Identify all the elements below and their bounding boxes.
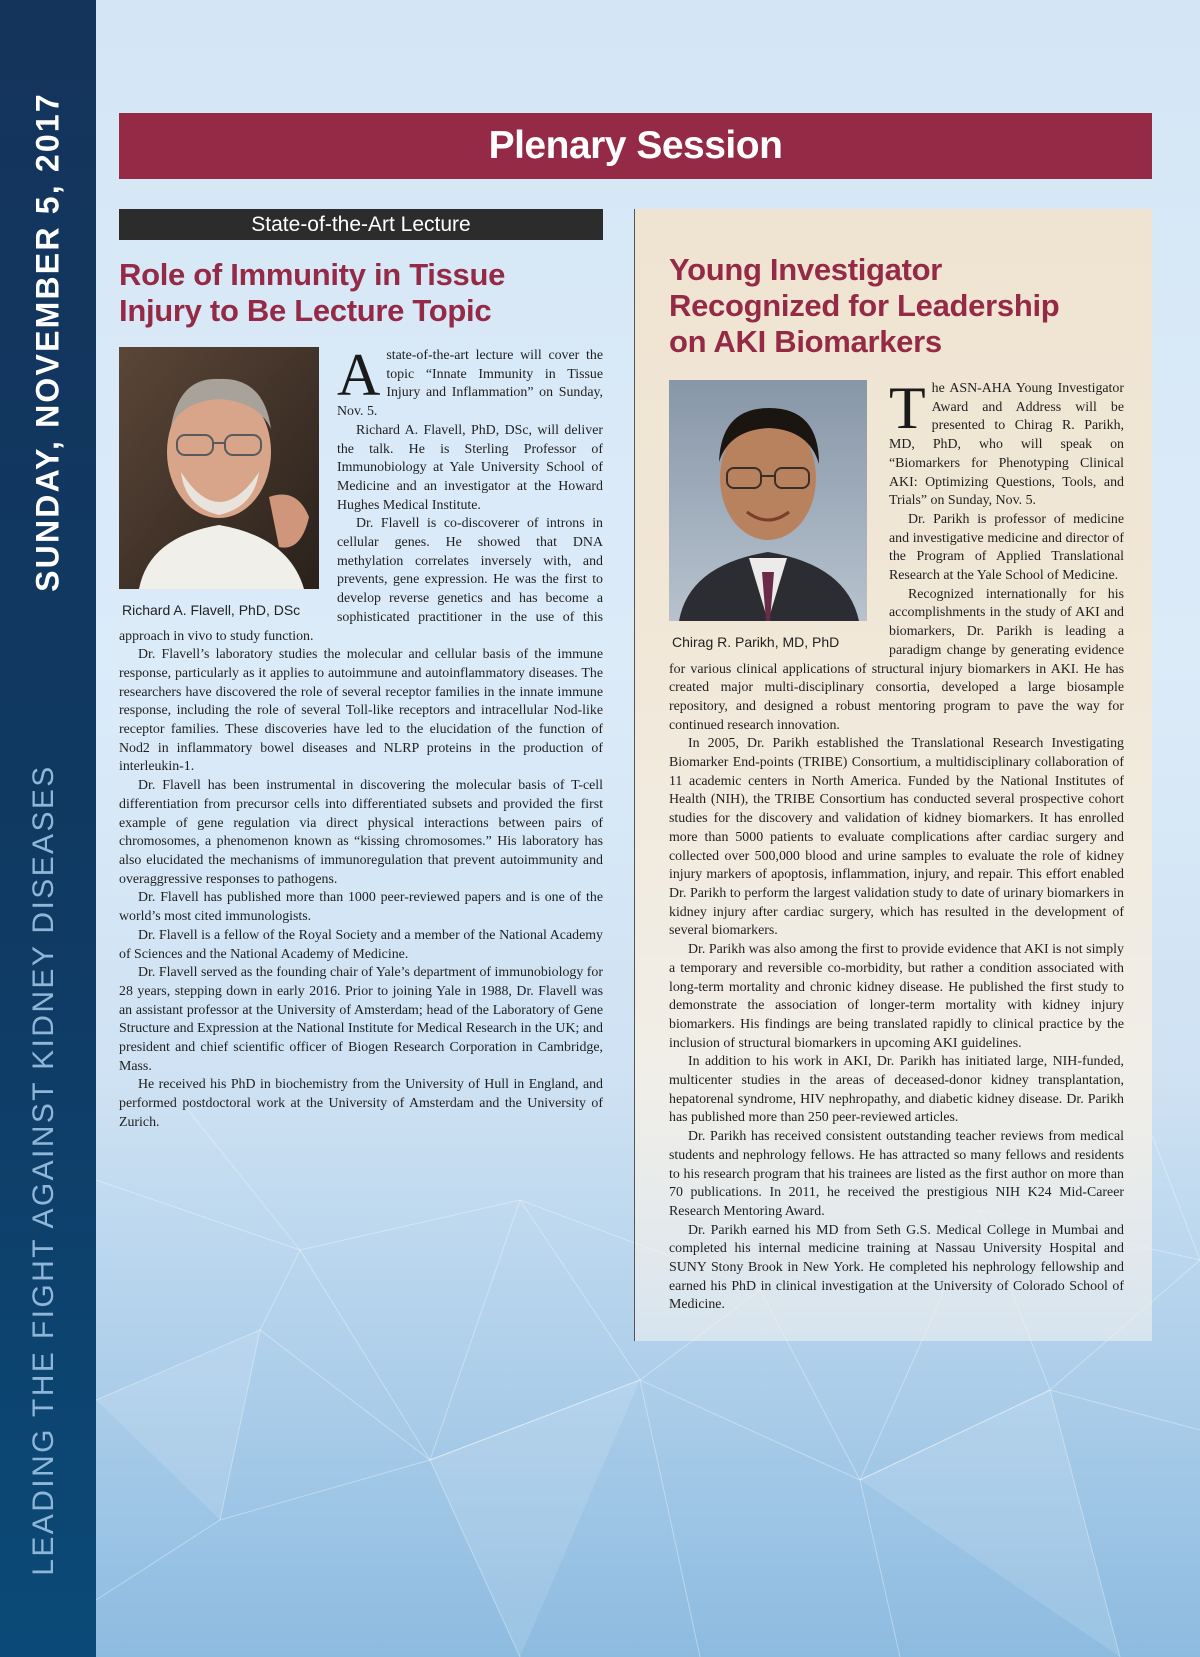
section-banner [119, 113, 1152, 179]
flavell-photo-figure [119, 347, 319, 620]
right-article [669, 252, 1124, 1315]
paragraph-text: he ASN-AHA Young Investigator Award and Address will be presented to Chirag R. Parikh, MD, PhD, who will speak on “Biomarkers for Phenotyping Clinical AKI: Optimizing Questions, Tools, and Trials” on Sunday, Nov. 5. [889, 381, 1124, 509]
headline-line: Young Investigator [669, 252, 943, 287]
headline-line: on AKI Biomarkers [669, 324, 942, 359]
parikh-photo-caption: Chirag R. Parikh, MD, PhD [672, 634, 840, 650]
issue-date: SUNDAY, NOVEMBER 5, 2017 [29, 92, 66, 592]
sub-section-label: State-of-the-Art Lecture [119, 209, 603, 240]
headline-line: Injury to Be Lecture Topic [119, 293, 492, 328]
drop-cap: T [889, 375, 926, 441]
headline-line: Role of Immunity in Tissue [119, 257, 506, 292]
headline-line: Recognized for Leadership [669, 288, 1060, 323]
flavell-photo-caption: Richard A. Flavell, PhD, DSc [122, 602, 301, 618]
publication-tagline: LEADING THE FIGHT AGAINST KIDNEY DISEASES [27, 764, 60, 1576]
paragraph: Dr. Parikh has received consistent outstanding teacher reviews from medical students and nephrology fellows. He has attracted so many fellows and residents to his research program that his trainees are listed as the first author on more than 70 publications. In 2011, he received the prestigious NIH K24 Mid-Career Research Mentoring Award. [669, 1129, 1124, 1219]
column-divider [634, 209, 635, 1341]
paragraph: In addition to his work in AKI, Dr. Parikh has initiated large, NIH-funded, multicenter studies in the areas of deceased-donor kidney transplantation, hepatorenal syndrome, HIV nephropathy, and diabetic kidney disease. Dr. Parikh has published more than 250 peer-reviewed articles. [669, 1054, 1124, 1126]
paragraph: Dr. Parikh is professor of medicine and investigative medicine and director of the Program of Applied Translational Research at the Yale School of Medicine. [889, 511, 1124, 584]
paragraph: Dr. Flavell is co-discoverer of introns in cellular genes. He showed that DNA methylation correlates inversely with, and prevents, gene expression. He was the first to develop reverse genetics and has become a sophisticated practitioner in the use of this approach in vivo to study function. [119, 516, 603, 644]
paragraph: Dr. Parikh earned his MD from Seth G.S. Medical College in Mumbai and completed his internal medicine training at Nassau University Hospital and SUNY Stony Brook in New York. He completed his nephrology fellowship and earned his PhD in clinical investigation at the University of Colorado School of Medicine. [669, 1222, 1124, 1313]
paragraph: In 2005, Dr. Parikh established the Translational Research Investigating Biomarker End-points (TRIBE) Consortium, a multidisciplinary collaboration of 11 academic centers in North America. Funded by the National Institutes of Health (NIH), the TRIBE Consortium has conducted several prospective cohort studies for the discovery and validation of kidney biomarkers. It has enrolled more than 5000 patients to evaluate complications after cardiac surgery and collected over 500,000 blood and urine samples to evaluate the role of kidney injury markers of apoptosis, inflammation, injury, and repair. This effort enabled Dr. Parikh to perform the largest validation study to date of urinary biomarkers in kidney injury after cardiac surgery, which has resulted in the development of several biomarkers. [669, 736, 1124, 939]
paragraph: Dr. Flavell’s laboratory studies the molecular and cellular basis of the immune response, particularly as it applies to autoimmune and autoinflammatory diseases. The researchers have discovered the role of several receptor families in the innate immune response, including the role of several Toll-like receptors and intracellular Nod-like receptor families. These discoveries have led to the elucidation of the function of Nod2 in inflammatory bowel diseases and NLRP proteins in the production of interleukin-1. [119, 647, 603, 775]
flavell-photo [119, 347, 319, 589]
paragraph: Dr. Flavell served as the founding chair of Yale’s department of immunobiology for 28 years, stepping down in early 2016. Prior to joining Yale in 1988, Dr. Flavell was an assistant professor at the University of Amsterdam; head of the Laboratory of Gene Structure and Expression at the National Institute for Medical Research in the UK; and president and chief scientific officer of Biogen Research Corporation in Cambridge, Mass. [119, 965, 603, 1074]
paragraph: Richard A. Flavell, PhD, DSc, will deliver the talk. He is Sterling Professor of Immunobiology at Yale University School of Medicine and an investigator at the Howard Hughes Medical Institute. [337, 422, 603, 513]
paragraph: Dr. Flavell is a fellow of the Royal Society and a member of the National Academy of Sciences and the National Academy of Medicine. [119, 927, 603, 962]
section-title: Plenary Session [488, 124, 783, 167]
left-article-body [119, 342, 603, 1133]
sidebar [0, 0, 96, 1657]
right-article-body [669, 375, 1124, 1315]
drop-cap: A [337, 342, 381, 408]
right-article-headline [669, 252, 1124, 360]
paragraph: Dr. Parikh was also among the first to provide evidence that AKI is not simply a temporary and reversible co-morbidity, but rather a condition associated with long-term mortality and chronic kidney disease. He published the first study to demonstrate the association of longer-term mortality with kidney injury biomarkers. His findings are being translated rapidly to clinical practice by the inclusion of structural biomarkers in upcoming AKI guidelines. [669, 942, 1124, 1051]
paragraph: He received his PhD in biochemistry from the University of Hull in England, and performed postdoctoral work at the University of Amsterdam and the University of Zurich. [119, 1077, 603, 1130]
paragraph: Recognized internationally for his accomplishments in the study of AKI and biomarkers, Dr. Parikh is leading a paradigm change by generating evidence for various clinical applications of structural injury biomarkers in AKI. He has created major multi-disciplinary consortia, developed a large biosample repository, and designed a robust mentoring program to pave the way for continued research innovation. [669, 586, 1124, 733]
paragraph-text: state-of-the-art lecture will cover the topic “Innate Immunity in Tissue Injury and Inflammation” on Sunday, Nov. 5. [337, 348, 603, 420]
left-article [119, 209, 603, 1133]
parikh-photo-figure [669, 380, 867, 652]
parikh-photo [669, 380, 867, 621]
left-article-headline [119, 257, 603, 329]
paragraph: Dr. Flavell has published more than 1000 peer-reviewed papers and is one of the world’s most cited immunologists. [119, 890, 603, 925]
paragraph: Dr. Flavell has been instrumental in discovering the molecular basis of T-cell differentiation from precursor cells into differentiated subsets and provided the first example of gene regulation via direct physical interactions between pairs of chromosomes, a phenomenon known as “kissing chromosomes.” His laboratory has also elucidated the mechanisms of immunoregulation that prevent autoimmunity and overaggressive responses to pathogens. [119, 778, 603, 887]
